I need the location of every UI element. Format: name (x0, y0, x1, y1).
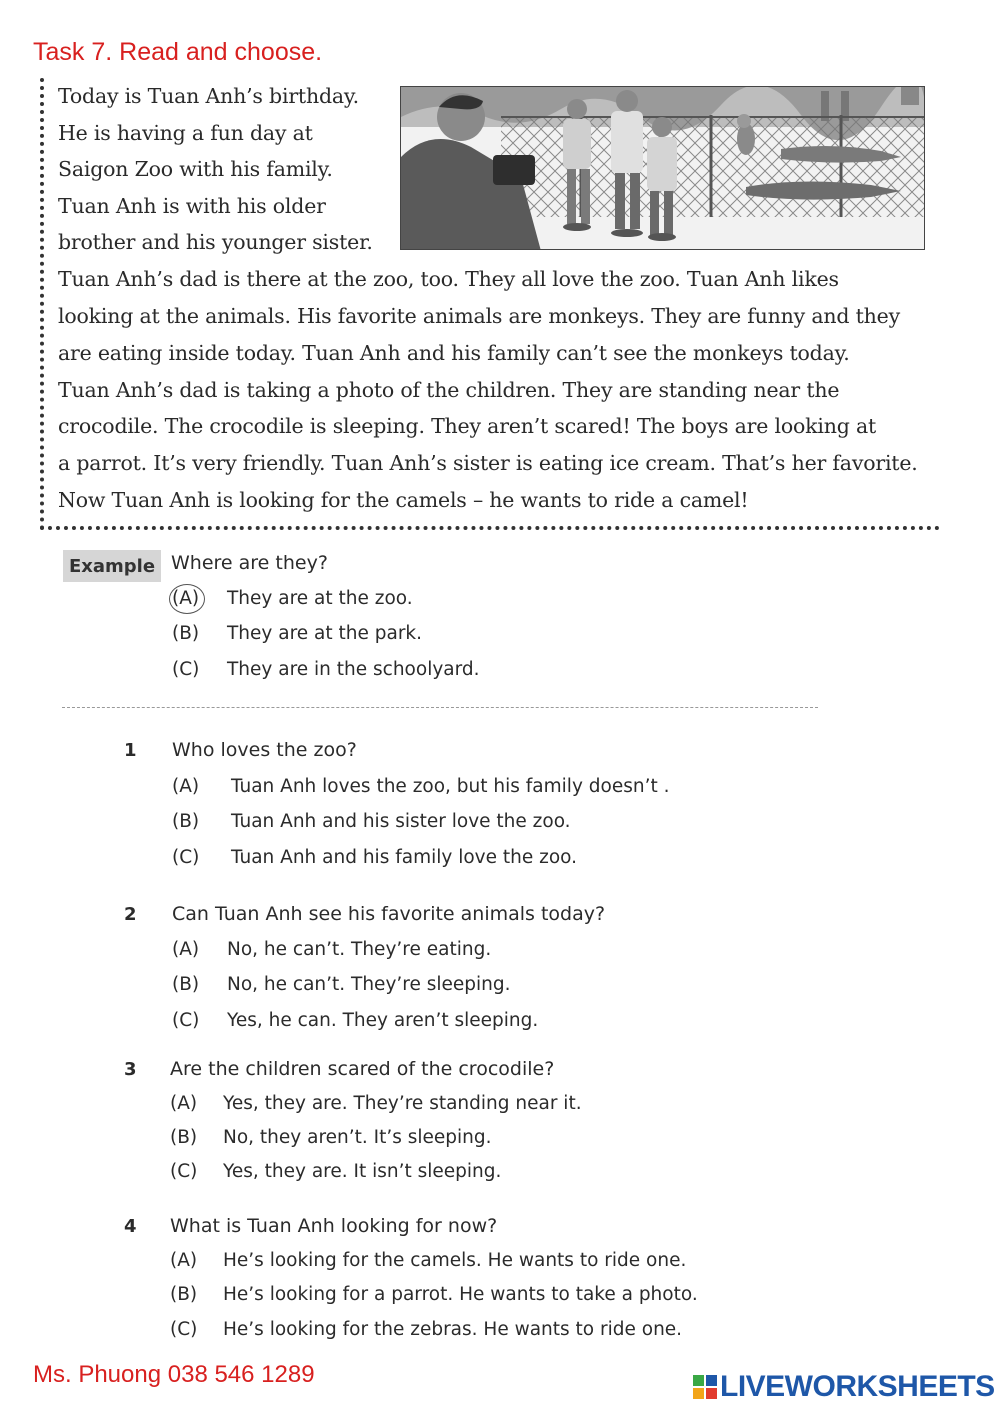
question-4-number: 4 (124, 1216, 137, 1237)
passage-line-5: brother and his younger sister. (58, 230, 373, 254)
example-tag: Example (63, 550, 161, 582)
question-4-option-c-text: He’s looking for the zebras. He wants to ride one. (223, 1319, 683, 1340)
question-2-option-a-text: No, he can’t. They’re eating. (227, 939, 492, 960)
passage-line-1: Today is Tuan Anh’s birthday. (58, 84, 359, 108)
question-1-number: 1 (124, 740, 137, 761)
question-3-number: 3 (124, 1059, 137, 1080)
task-title: Task 7. Read and choose. (33, 38, 323, 66)
liveworksheets-logo[interactable] (692, 1372, 995, 1402)
example-option-a-text: They are at the zoo. (227, 588, 413, 609)
example-option-c-letter[interactable]: (C) (172, 659, 200, 680)
example-option-b-text: They are at the park. (227, 623, 423, 644)
example-option-a-letter[interactable]: (A) (172, 588, 200, 609)
question-3-option-b-letter[interactable]: (B) (170, 1127, 198, 1148)
passage-line-4: Tuan Anh is with his older (58, 194, 326, 218)
question-3-option-c-text: Yes, they are. It isn’t sleeping. (223, 1161, 502, 1182)
question-2-text: Can Tuan Anh see his favorite animals today? (172, 903, 606, 925)
section-divider (62, 707, 818, 708)
author-footer: Ms. Phuong 038 546 1289 (33, 1361, 315, 1388)
question-2-option-c-letter[interactable]: (C) (172, 1010, 200, 1031)
passage-line-2: He is having a fun day at (58, 121, 313, 145)
question-2-option-b-letter[interactable]: (B) (172, 974, 200, 995)
passage-line-9: Tuan Anh’s dad is taking a photo of the children. They are standing near the (58, 378, 840, 402)
question-1-option-b-text: Tuan Anh and his sister love the zoo. (231, 811, 571, 832)
zoo-scene-icon (401, 87, 925, 250)
question-3-option-c-letter[interactable]: (C) (170, 1161, 198, 1182)
question-4-option-c-letter[interactable]: (C) (170, 1319, 198, 1340)
example-option-b-letter[interactable]: (B) (172, 623, 200, 644)
question-2-option-b-text: No, he can’t. They’re sleeping. (227, 974, 511, 995)
passage-line-8: are eating inside today. Tuan Anh and his family can’t see the monkeys today. (58, 341, 850, 365)
passage-line-10: crocodile. The crocodile is sleeping. They aren’t scared! The boys are looking at (58, 414, 877, 438)
question-4-option-b-letter[interactable]: (B) (170, 1284, 198, 1305)
question-3-option-b-text: No, they aren’t. It’s sleeping. (223, 1127, 492, 1148)
question-4-text: What is Tuan Anh looking for now? (170, 1215, 498, 1237)
logo-text: LIVEWORKSHEETS (720, 1370, 995, 1403)
question-3-option-a-letter[interactable]: (A) (170, 1093, 198, 1114)
question-4-option-a-text: He’s looking for the camels. He wants to ride one. (223, 1250, 687, 1271)
passage-line-11: a parrot. It’s very friendly. Tuan Anh’s sister is eating ice cream. That’s her favorite. (58, 451, 918, 475)
question-2-option-c-text: Yes, he can. They aren’t sleeping. (227, 1010, 539, 1031)
question-4-option-a-letter[interactable]: (A) (170, 1250, 198, 1271)
liveworksheets-logo-icon (692, 1374, 718, 1400)
passage-line-3: Saigon Zoo with his family. (58, 157, 333, 181)
example-option-c-text: They are in the schoolyard. (227, 659, 480, 680)
question-1-option-c-text: Tuan Anh and his family love the zoo. (231, 847, 578, 868)
passage-line-7: looking at the animals. His favorite animals are monkeys. They are funny and they (58, 304, 900, 328)
passage-line-12: Now Tuan Anh is looking for the camels – he wants to ride a camel! (58, 488, 749, 512)
question-1-text: Who loves the zoo? (172, 739, 357, 761)
question-1-option-a-text: Tuan Anh loves the zoo, but his family doesn’t . (231, 776, 670, 797)
question-1-option-b-letter[interactable]: (B) (172, 811, 200, 832)
question-1-option-c-letter[interactable]: (C) (172, 847, 200, 868)
question-3-text: Are the children scared of the crocodile? (170, 1058, 555, 1080)
question-2-option-a-letter[interactable]: (A) (172, 939, 200, 960)
question-2-number: 2 (124, 904, 137, 925)
example-question: Where are they? (171, 552, 328, 574)
question-3-option-a-text: Yes, they are. They’re standing near it. (223, 1093, 582, 1114)
question-4-option-b-text: He’s looking for a parrot. He wants to take a photo. (223, 1284, 698, 1305)
passage-line-6: Tuan Anh’s dad is there at the zoo, too. They all love the zoo. Tuan Anh likes (58, 267, 839, 291)
question-1-option-a-letter[interactable]: (A) (172, 776, 200, 797)
zoo-illustration (400, 86, 925, 250)
